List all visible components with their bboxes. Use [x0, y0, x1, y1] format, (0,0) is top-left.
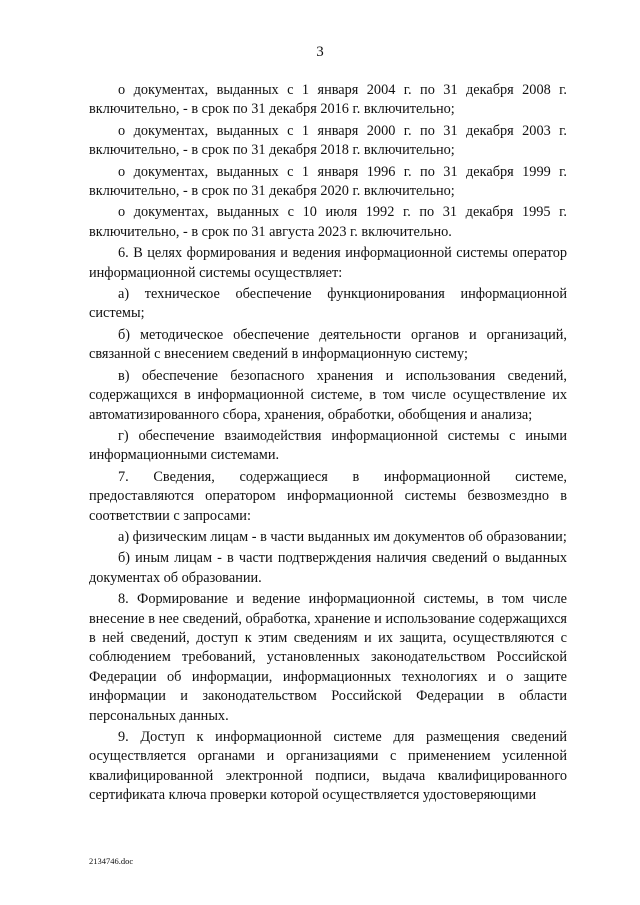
footer-filename: 2134746.doc — [89, 856, 134, 866]
paragraph: о документах, выданных с 10 июля 1992 г. по 31 декабря 1995 г. включительно, - в срок по 31 августа 2023 г. включительно. — [89, 204, 567, 240]
paragraph: в) обеспечение безопасного хранения и использования сведений, содержащихся в информационной системе, в том числе осуществление их автоматизированного сбора, хранения, обработки, обобщения и анализа; — [89, 367, 567, 423]
paragraph: 9. Доступ к информационной системе для размещения сведений осуществляется органами и организациями с применением усиленной квалифицированной электронной подписи, выдача квалифицированного сертификата ключа проверки которой осуществляется удостоверяющими — [89, 729, 567, 804]
paragraph: о документах, выданных с 1 января 2000 г. по 31 декабря 2003 г. включительно, - в срок по 31 декабря 2018 г. включительно; — [89, 122, 567, 159]
paragraph: 8. Формирование и ведение информационной системы, в том числе внесение в нее сведений, обработка, хранение и использование содержащихся в ней сведений, доступ к этим сведениям и их защита, осуществляются с соблюдением требований, установленных законодательством Российской Федерации об информации, информационных технологиях и о защите информации и законодательством Российской Федерации в области персональных данных. — [89, 591, 567, 724]
paragraph: 7. Сведения, содержащиеся в информационной системе, предоставляются оператором информационной системы безвозмездно в соответствии с запросами: — [89, 468, 567, 524]
paragraph: г) обеспечение взаимодействия информационной системы с иными информационными системами. — [89, 427, 567, 464]
paragraph: б) методическое обеспечение деятельности органов и организаций, связанной с внесением сведений в информационную систему; — [89, 326, 567, 363]
paragraph: а) физическим лицам - в части выданных им документов об образовании; — [118, 528, 567, 545]
page-number: 3 — [316, 44, 324, 60]
paragraph: 6. В целях формирования и ведения информационной системы оператор информационной системы осуществляет: — [89, 245, 567, 281]
paragraph: а) техническое обеспечение функционирования информационной системы; — [89, 286, 567, 322]
paragraph: о документах, выданных с 1 января 2004 г. по 31 декабря 2008 г. включительно, - в срок по 31 декабря 2016 г. включительно; — [89, 82, 567, 118]
paragraph: о документах, выданных с 1 января 1996 г. по 31 декабря 1999 г. включительно, - в срок по 31 декабря 2020 г. включительно; — [89, 163, 567, 200]
document-body — [89, 81, 567, 808]
paragraph: б) иным лицам - в части подтверждения наличия сведений о выданных документах об образовании. — [89, 550, 567, 586]
